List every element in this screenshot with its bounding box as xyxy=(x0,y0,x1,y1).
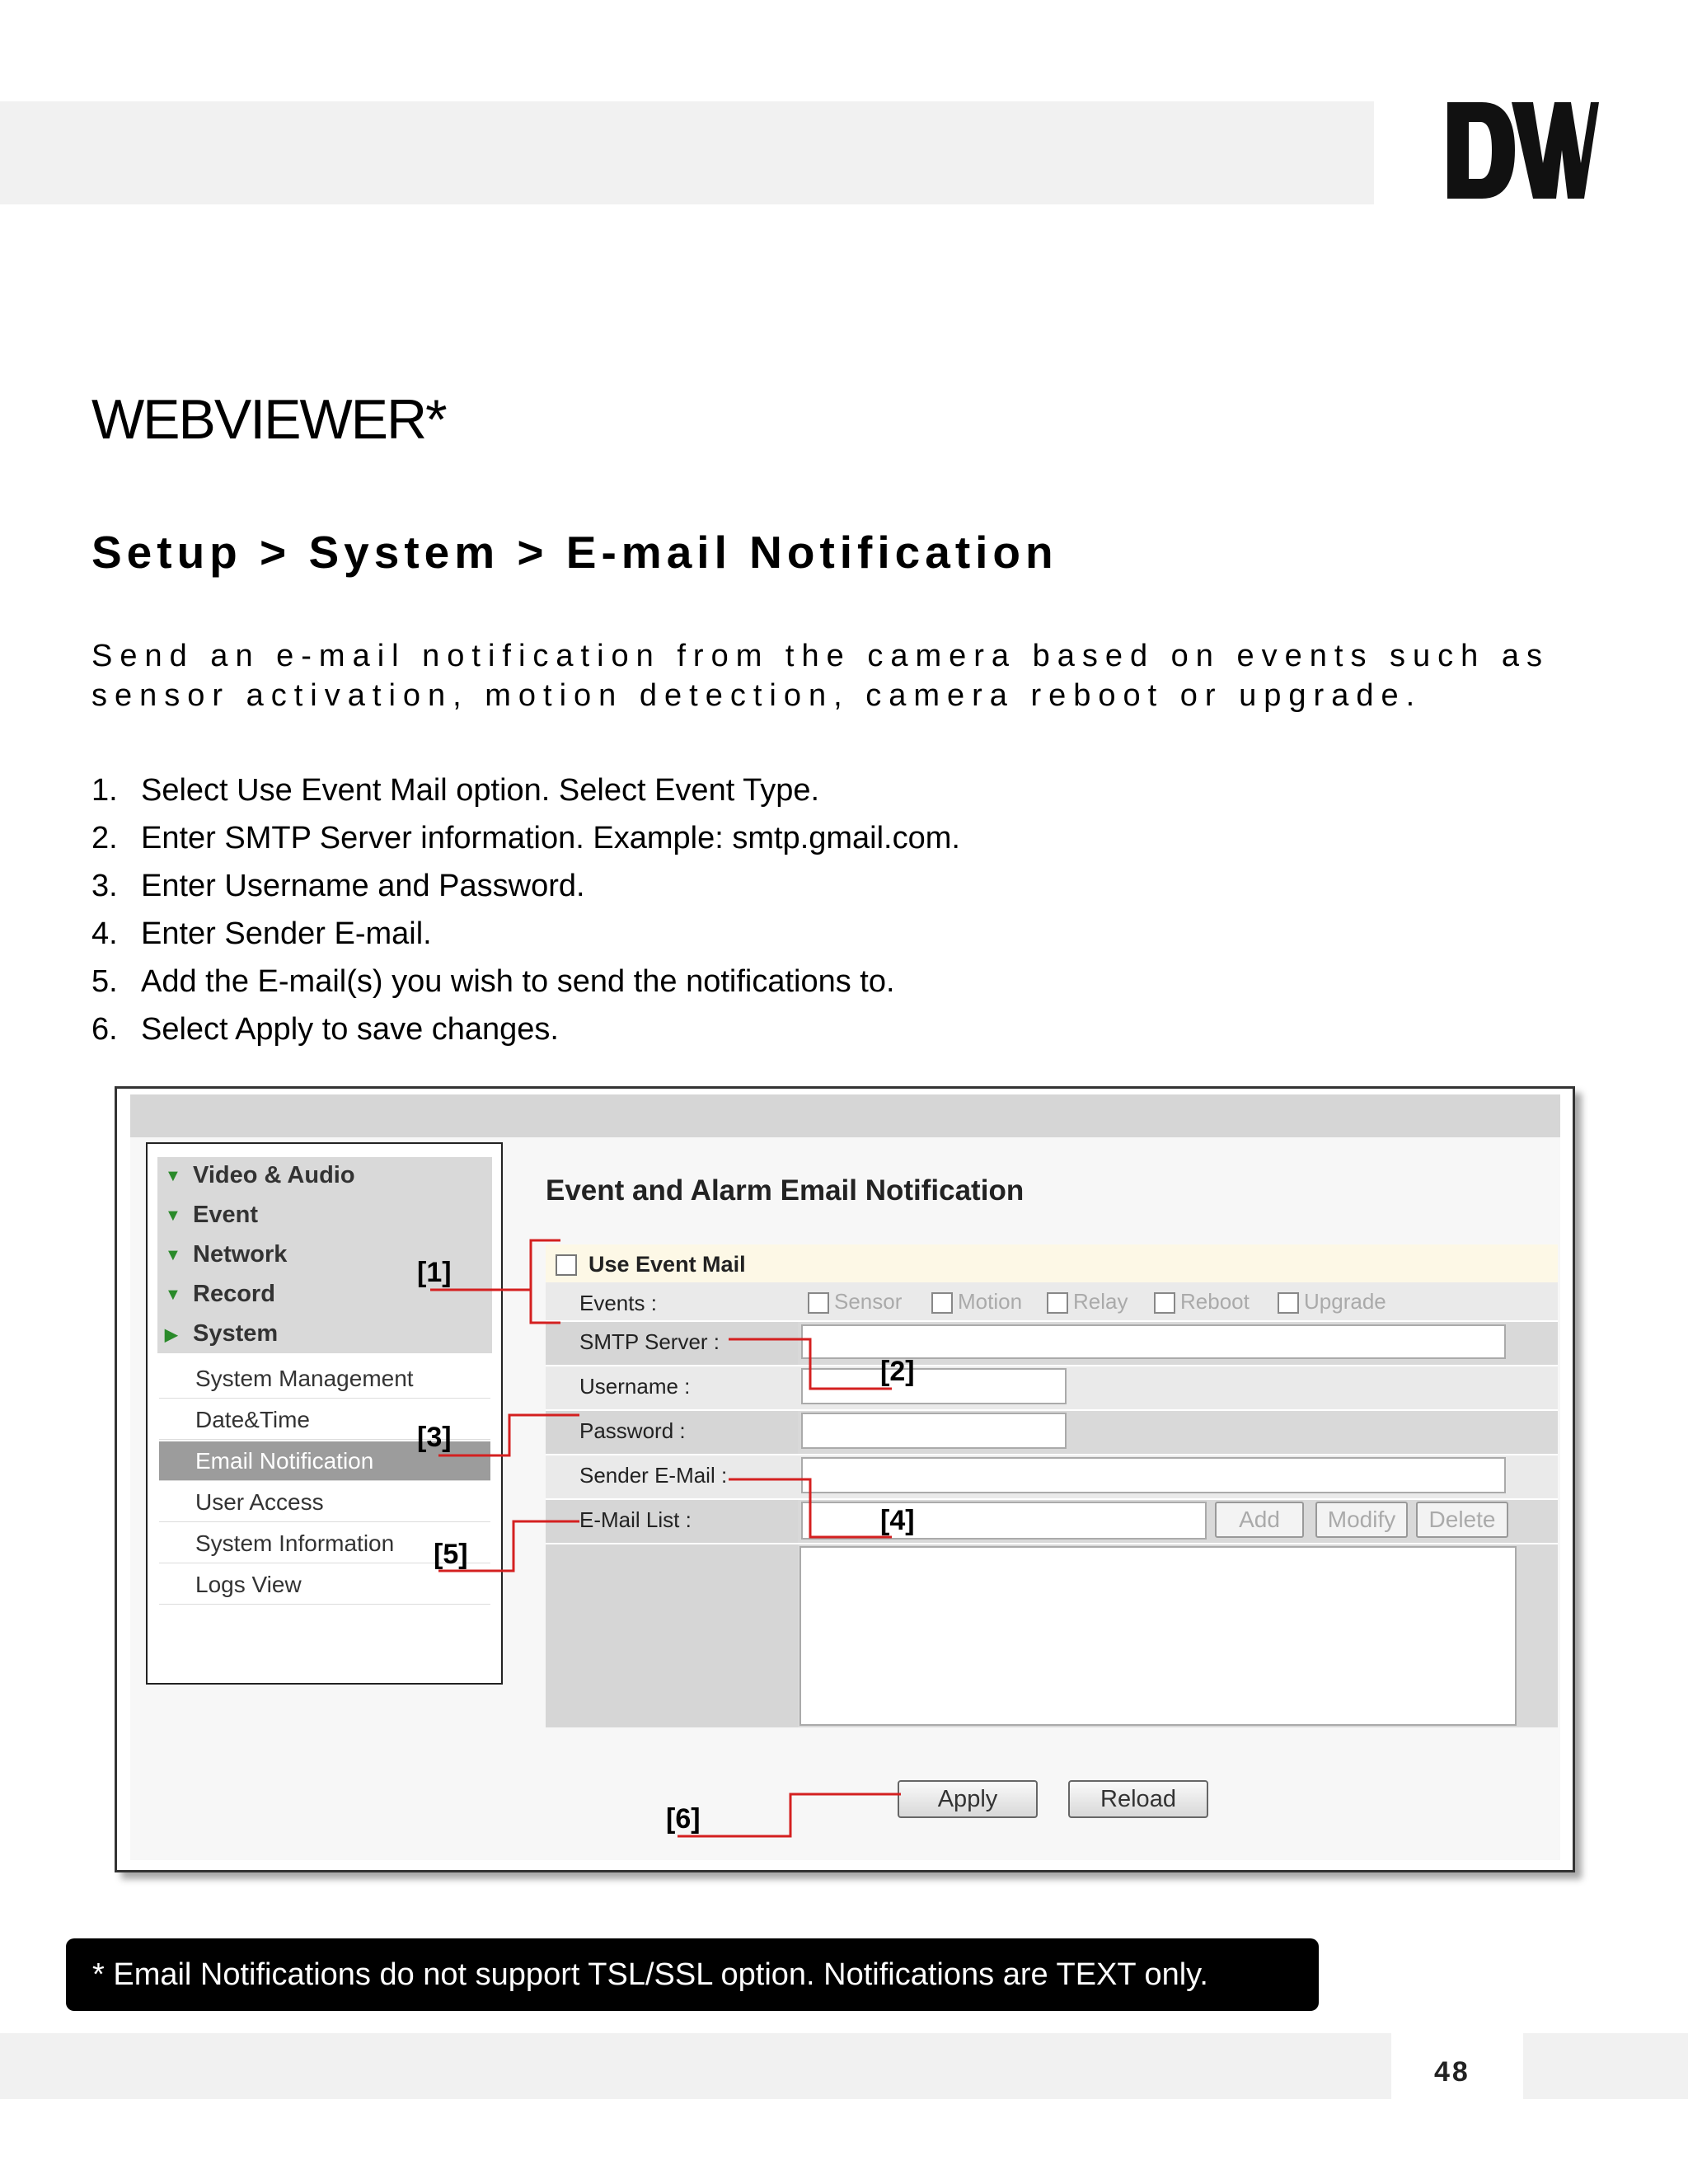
callout-label: [6] xyxy=(666,1803,701,1835)
menu-network[interactable]: ▼ Network xyxy=(165,1241,288,1268)
callout-label: [4] xyxy=(880,1505,915,1536)
checkbox-icon xyxy=(808,1292,829,1314)
event-motion-checkbox[interactable]: Motion xyxy=(931,1289,1022,1315)
sidebar-item-email-notification[interactable]: Email Notification xyxy=(159,1441,490,1481)
step-text: Select Apply to save changes. xyxy=(141,1012,559,1047)
collapse-arrow-icon: ▶ xyxy=(165,1325,178,1344)
menu-system[interactable]: ▶ System xyxy=(165,1320,279,1347)
sender-label: Sender E-Mail : xyxy=(579,1463,728,1488)
footer-band xyxy=(1523,2033,1688,2099)
expand-arrow-icon: ▼ xyxy=(165,1166,181,1185)
step-number: 4. xyxy=(91,916,118,951)
steps-list xyxy=(91,766,1493,1053)
password-label: Password : xyxy=(579,1418,686,1443)
modify-button[interactable]: Modify xyxy=(1315,1502,1408,1538)
list-item xyxy=(91,1005,1493,1053)
event-reboot-checkbox[interactable]: Reboot xyxy=(1154,1289,1250,1315)
event-relay-checkbox[interactable]: Relay xyxy=(1047,1289,1128,1315)
callout-label: [2] xyxy=(880,1356,915,1387)
step-number: 5. xyxy=(91,964,118,999)
footer-band xyxy=(0,2033,1391,2099)
callout-label: [3] xyxy=(417,1422,452,1453)
menu-event[interactable]: ▼ Event xyxy=(165,1202,258,1228)
list-item xyxy=(91,958,1493,1005)
step-text: Add the E-mail(s) you wish to send the notifications to. xyxy=(141,964,895,999)
apply-button[interactable]: Apply xyxy=(898,1780,1038,1818)
menu-record[interactable]: ▼ Record xyxy=(165,1281,275,1307)
event-sensor-checkbox[interactable]: Sensor xyxy=(808,1289,902,1315)
checkbox-icon xyxy=(1154,1292,1175,1314)
sidebar-item-system-information[interactable]: System Information xyxy=(159,1524,490,1563)
dw-logo xyxy=(1444,99,1601,202)
sidebar-item-logs-view[interactable]: Logs View xyxy=(159,1565,490,1605)
delete-button[interactable]: Delete xyxy=(1416,1502,1508,1538)
email-list-input[interactable] xyxy=(801,1502,1207,1540)
use-event-mail-checkbox[interactable] xyxy=(556,1254,577,1276)
smtp-server-input[interactable] xyxy=(801,1324,1506,1359)
header-band xyxy=(0,101,1374,204)
events-label: Events : xyxy=(579,1291,657,1315)
step-text: Enter SMTP Server information. Example: smtp.gmail.com. xyxy=(141,821,960,855)
expand-arrow-icon: ▼ xyxy=(165,1285,181,1304)
password-input[interactable] xyxy=(801,1413,1067,1449)
note-banner: * Email Notifications do not support TSL/SSL option. Notifications are TEXT only. xyxy=(66,1938,1319,2011)
event-upgrade-checkbox[interactable]: Upgrade xyxy=(1278,1289,1386,1315)
list-item xyxy=(91,766,1493,814)
add-button[interactable]: Add xyxy=(1215,1502,1304,1538)
step-text: Select Use Event Mail option. Select Event Type. xyxy=(141,773,820,808)
panel-title: Event and Alarm Email Notification xyxy=(546,1174,1025,1207)
step-number: 3. xyxy=(91,869,118,903)
step-text: Enter Username and Password. xyxy=(141,869,585,903)
username-label: Username : xyxy=(579,1374,691,1399)
expand-arrow-icon: ▼ xyxy=(165,1245,181,1264)
sidebar-item-system-management[interactable]: System Management xyxy=(159,1359,490,1399)
use-event-mail-label: Use Event Mail xyxy=(588,1252,746,1277)
expand-arrow-icon: ▼ xyxy=(165,1206,181,1225)
step-number: 6. xyxy=(91,1012,118,1047)
intro-paragraph: Send an e-mail notification from the camera based on events such as sensor activation, motion detection, camera reboot or upgrade. xyxy=(91,639,1550,713)
smtp-label: SMTP Server : xyxy=(579,1329,720,1354)
page-heading: WEBVIEWER* xyxy=(91,388,446,451)
step-number: 1. xyxy=(91,773,118,808)
email-list-label: E-Mail List : xyxy=(579,1507,692,1532)
screenshot-header-bar xyxy=(130,1094,1560,1137)
username-input[interactable] xyxy=(801,1368,1067,1404)
step-text: Enter Sender E-mail. xyxy=(141,916,432,951)
list-item xyxy=(91,862,1493,910)
sidebar-item-date-time[interactable]: Date&Time xyxy=(159,1400,490,1440)
checkbox-icon xyxy=(1047,1292,1068,1314)
sender-email-input[interactable] xyxy=(801,1457,1506,1493)
checkbox-icon xyxy=(1278,1292,1299,1314)
email-list-box[interactable] xyxy=(799,1546,1517,1726)
menu-video-audio[interactable]: ▼ Video & Audio xyxy=(165,1162,355,1188)
callout-label: [5] xyxy=(434,1539,468,1570)
section-title: Setup > System > E-mail Notification xyxy=(91,527,1058,578)
list-item xyxy=(91,910,1493,958)
checkbox-icon xyxy=(931,1292,953,1314)
step-number: 2. xyxy=(91,821,118,855)
reload-button[interactable]: Reload xyxy=(1068,1780,1208,1818)
page-number: 48 xyxy=(1434,2056,1470,2088)
list-item xyxy=(91,814,1493,862)
callout-label: [1] xyxy=(417,1257,452,1288)
sidebar-item-user-access[interactable]: User Access xyxy=(159,1483,490,1522)
